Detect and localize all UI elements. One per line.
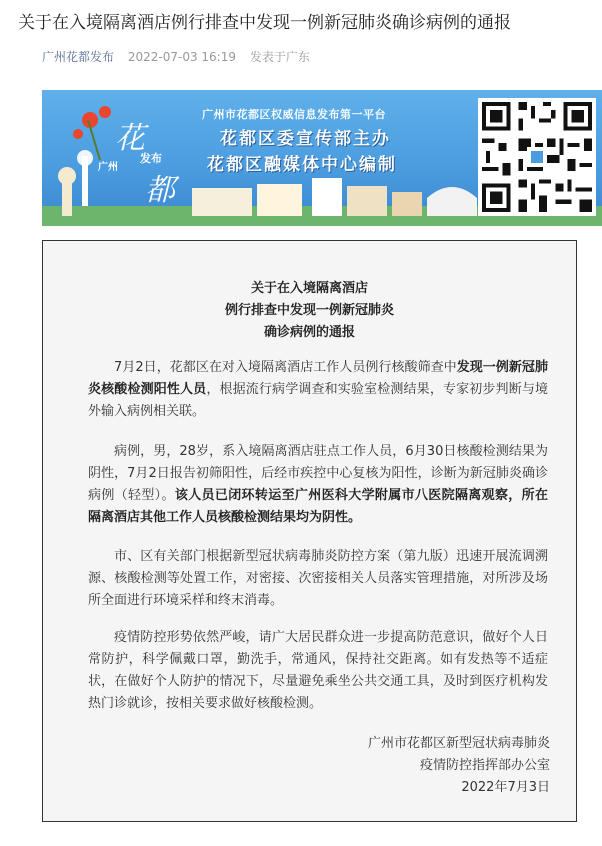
publish-location: 发表于广东 [249, 50, 310, 64]
huadu-logo [60, 100, 200, 220]
notice-paragraph-2 [88, 441, 548, 529]
highlight-text: 该人员已闭环转运至广州医科大学附属市八医院隔离观察，所在隔离酒店其他工作人员核酸检测结果均为阴性。 [88, 488, 548, 525]
notice-paragraph-1 [88, 357, 548, 423]
notice-title-line: 例行排查中发现一例新冠肺炎 [224, 303, 394, 318]
svg-text:广州: 广州 [98, 162, 118, 173]
svg-text:都: 都 [145, 173, 175, 208]
svg-text:花: 花 [115, 121, 145, 156]
banner-host-text: 花都区委宣传部主办 [220, 129, 391, 149]
notice-title-line: 确诊病例的通报 [263, 325, 355, 340]
notice-title [43, 278, 576, 344]
account-name-link[interactable]: 广州花都发布 [42, 50, 115, 64]
notice-paragraph-4: 疫情防控形势依然严峻，请广大居民群众进一步提高防范意识，做好个人日常防护，科学佩戴口罩，勤洗手，常通风，保持社交距离。如有发热等不适症状，在做好个人防护的情况下，尽量避免乘坐公共交通工具，及时到医疗机构发热门诊就诊，按相关要求做好核酸检测。 [88, 630, 548, 711]
qr-code-icon [478, 98, 596, 216]
notice-card [42, 240, 577, 822]
article-meta [42, 48, 310, 66]
signature-date: 2022年7月3日 [461, 780, 550, 795]
notice-paragraph-3: 市、区有关部门根据新型冠状病毒肺炎防控方案（第九版）迅速开展流调溯源、核酸检测等处置工作，对密接、次密接相关人员落实管理措施，对所涉及场所全面进行环境采样和终末消毒。 [88, 549, 548, 608]
banner-editor-text: 花都区融媒体中心编制 [207, 155, 397, 175]
notice-title-line: 关于在入境隔离酒店 [250, 281, 368, 296]
signature-office: 疫情防控指挥部办公室 [419, 758, 550, 773]
svg-text:发布: 发布 [140, 152, 162, 165]
banner-image [42, 90, 602, 226]
text-span: 7月2日，花都区在对入境隔离酒店工作人员例行核酸筛查中 [114, 360, 457, 375]
signature-organization: 广州市花都区新型冠状病毒肺炎 [367, 736, 550, 751]
article-title: 关于在入境隔离酒店例行排查中发现一例新冠肺炎确诊病例的通报 [18, 13, 511, 33]
text-span: ，根据流行病学调查和实验室检测结果，专家初步判断与境外输入病例相关联。 [88, 382, 548, 419]
highlight-text: 发现一例新冠肺炎核酸检测阳性人员 [88, 360, 548, 397]
text-span: 病例，男，28岁，系入境隔离酒店驻点工作人员，6月30日核酸检测结果为阴性，7月2日报告初筛阳性，后经市疾控中心复核为阳性，诊断为新冠肺炎确诊病例（轻型）。 [88, 444, 548, 503]
banner-platform-text: 广州市花都区权威信息发布第一平台 [202, 108, 386, 121]
publish-time: 2022-07-03 16:19 [127, 50, 236, 64]
